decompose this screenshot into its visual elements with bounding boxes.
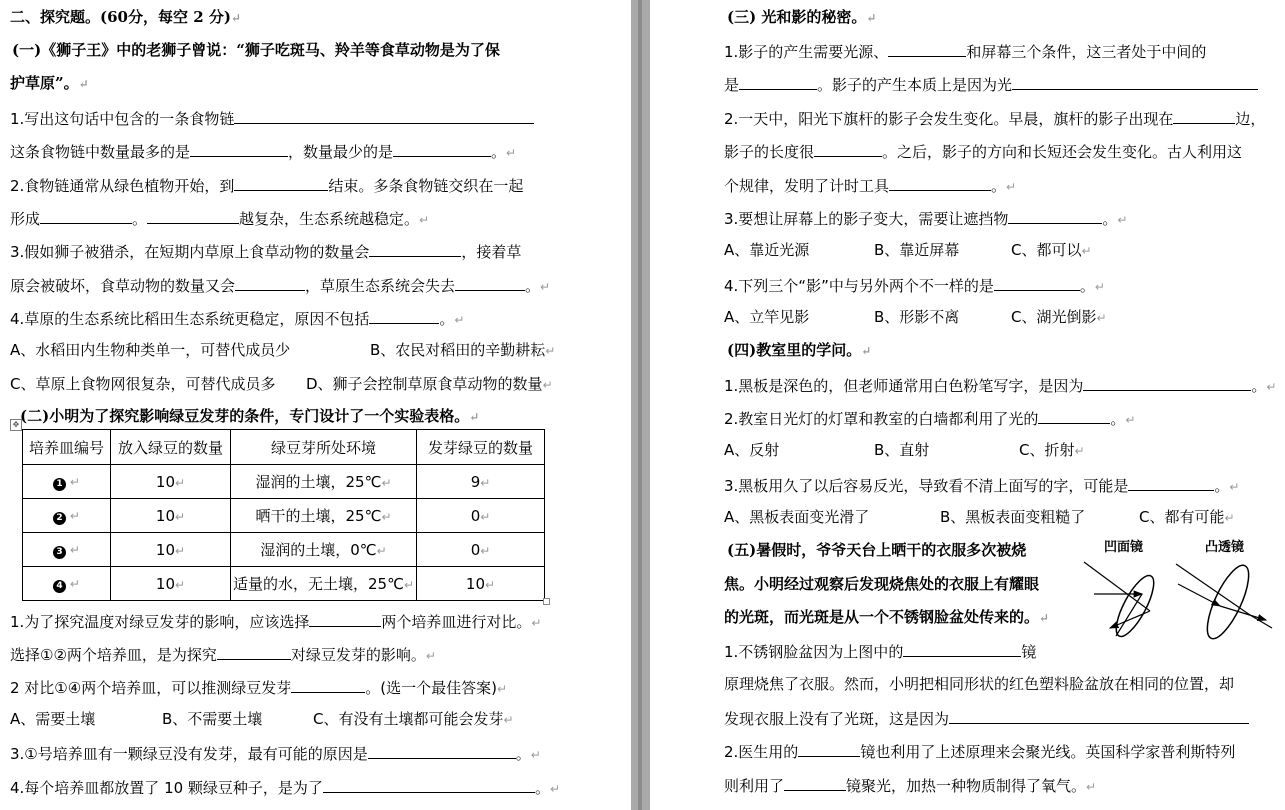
sprout-count-cell: 10↵ <box>417 567 545 601</box>
question-1a: 1.写出这句话中包含的一条食物链 <box>10 107 534 129</box>
concave-mirror-label: 凹面镜 <box>1104 540 1144 555</box>
section-5-title-line-3: 的光斑，而光斑是从一个不锈钢脸盆处传来的。↵ <box>724 608 1050 626</box>
question-4: 4.草原的生态系统比稻田生态系统更稳定，原因不包括 。↵ <box>10 307 464 330</box>
light-question-3-option-a: A、靠近光源 <box>724 241 810 259</box>
table-row <box>23 533 545 567</box>
classroom-question-2: 2.教室日光灯的灯罩和教室的白墙都利用了光的 。↵ <box>724 407 1135 430</box>
question-4-option-b: B、农民对稻田的辛勤耕耘↵ <box>370 341 556 359</box>
table-question-1a: 1.为了探究温度对绿豆发芽的影响，应该选择 两个培养皿进行对比。↵ <box>10 610 541 633</box>
focus-question-1c: 发现衣服上没有了光斑，这是因为 <box>724 707 1249 729</box>
concave-mirror-icon <box>1084 562 1161 641</box>
bean-count-cell: 10↵ <box>111 533 231 567</box>
light-question-4-option-b: B、形影不离 <box>874 308 960 326</box>
lens-figure <box>1080 536 1280 646</box>
table-move-handle-icon[interactable]: ✥ <box>10 419 22 431</box>
light-question-2a: 2.一天中，阳光下旗杆的影子会发生变化。早晨，旗杆的影子出现在 边， <box>724 107 1265 129</box>
dish-id-cell: 4 ↵ <box>23 567 111 601</box>
table-question-2-option-a: A、需要土壤 <box>10 710 96 728</box>
left-page <box>0 0 631 810</box>
light-question-2c: 个规律，发明了计时工具 。↵ <box>724 174 1016 197</box>
question-4-option-a: A、水稻田内生物种类单一，可替代成员少 <box>10 341 291 359</box>
classroom-question-1: 1.黑板是深色的，但老师通常用白色粉笔写字，是因为 。↵ <box>724 374 1276 397</box>
dish-id-cell: 2 ↵ <box>23 499 111 533</box>
table-resize-handle[interactable] <box>543 598 550 605</box>
question-2b: 形成 。 越复杂，生态系统越稳定。↵ <box>10 207 429 230</box>
question-1b: 这条食物链中数量最多的是 ，数量最少的是 。↵ <box>10 140 516 163</box>
question-4-option-d: D、狮子会控制草原食草动物的数量↵ <box>306 375 553 393</box>
classroom-question-3-option-c: C、都有可能↵ <box>1139 508 1235 526</box>
section-5-title: (五)暑假时，爷爷天台上晒干的衣服多次被烧 <box>727 541 1027 559</box>
section-5-title-line-2: 焦。小明经过观察后发现烧焦处的衣服上有耀眼 <box>724 575 1040 593</box>
focus-question-1a: 1.不锈钢脸盆因为上图中的 镜 <box>724 640 1036 662</box>
environment-cell: 适量的水，无土壤，25℃↵ <box>231 567 417 601</box>
classroom-question-3-option-a: A、黑板表面变光滑了 <box>724 508 870 526</box>
environment-cell: 湿润的土壤，0℃↵ <box>231 533 417 567</box>
table-header: 放入绿豆的数量 <box>111 430 231 465</box>
section-3-title: (三) 光和影的秘密。↵ <box>727 8 877 26</box>
classroom-question-3: 3.黑板用久了以后容易反光，导致看不清上面写的字，可能是 。↵ <box>724 474 1239 497</box>
focus-question-1b: 原理烧焦了衣服。然而，小明把相同形状的红色塑料脸盆放在相同的位置，却 <box>724 675 1235 693</box>
bean-count-cell: 10↵ <box>111 465 231 499</box>
light-question-2b: 影子的长度很 。之后，影子的方向和长短还会发生变化。古人利用这 <box>724 140 1242 162</box>
section-2-title: (二)小明为了探究影响绿豆发芽的条件，专门设计了一个实验表格。↵ <box>20 407 480 425</box>
light-question-4-option-a: A、立竿见影 <box>724 308 810 326</box>
environment-cell: 晒干的土壤，25℃↵ <box>231 499 417 533</box>
sprout-count-cell: 0↵ <box>417 533 545 567</box>
light-question-3-option-b: B、靠近屏幕 <box>874 241 960 259</box>
table-header: 发芽绿豆的数量 <box>417 430 545 465</box>
section-1-title: (一)《狮子王》中的老狮子曾说：“狮子吃斑马、羚羊等食草动物是为了保 <box>12 41 500 59</box>
light-question-3-option-c: C、都可以↵ <box>1011 241 1092 259</box>
classroom-question-2-option-b: B、直射 <box>874 441 930 459</box>
page-divider <box>631 0 650 810</box>
classroom-question-3-option-b: B、黑板表面变粗糙了 <box>940 508 1086 526</box>
right-page <box>650 0 1285 810</box>
sprout-count-cell: 0↵ <box>417 499 545 533</box>
table-header: 绿豆芽所处环境 <box>231 430 417 465</box>
focus-question-2a: 2.医生用的 镜也利用了上述原理来会聚光线。英国科学家普利斯特列 <box>724 740 1235 762</box>
bean-count-cell: 10↵ <box>111 567 231 601</box>
light-question-1b: 是 。影子的产生本质上是因为光 <box>724 73 1258 95</box>
table-question-2-option-b: B、不需要土壤 <box>162 710 263 728</box>
classroom-question-2-option-a: A、反射 <box>724 441 780 459</box>
question-3a: 3.假如狮子被猎杀，在短期内草原上食草动物的数量会 ，接着草 <box>10 240 521 262</box>
table-row <box>23 499 545 533</box>
table-question-4: 4.每个培养皿都放置了 10 颗绿豆种子，是为了 。↵ <box>10 776 560 799</box>
convex-lens-icon <box>1176 560 1272 643</box>
question-3b: 原会被破坏，食草动物的数量又会 ，草原生态系统会失去 。↵ <box>10 274 550 297</box>
table-row <box>23 465 545 499</box>
table-question-1b: 选择①②两个培养皿，是为探究 对绿豆发芽的影响。↵ <box>10 643 436 666</box>
light-question-4: 4.下列三个“影”中与另外两个不一样的是 。↵ <box>724 274 1105 297</box>
classroom-question-2-option-c: C、折射↵ <box>1019 441 1085 459</box>
environment-cell: 湿润的土壤，25℃↵ <box>231 465 417 499</box>
table-row <box>23 567 545 601</box>
section-heading: 二、探究题。(60分，每空 2 分)↵ <box>10 8 242 26</box>
dish-id-cell: 1 ↵ <box>23 465 111 499</box>
table-header-row <box>23 430 545 465</box>
light-question-4-option-c: C、湖光倒影↵ <box>1011 308 1107 326</box>
convex-lens-label: 凸透镜 <box>1205 540 1245 555</box>
question-4-option-c: C、草原上食物网很复杂，可替代成员多 <box>10 375 276 393</box>
question-2a: 2.食物链通常从绿色植物开始，到 结束。多条食物链交织在一起 <box>10 174 523 196</box>
section-4-title: (四)教室里的学问。↵ <box>727 341 872 359</box>
dish-id-cell: 3 ↵ <box>23 533 111 567</box>
sprout-count-cell: 9↵ <box>417 465 545 499</box>
bean-count-cell: 10↵ <box>111 499 231 533</box>
experiment-table <box>22 429 545 601</box>
table-question-2: 2 对比①④两个培养皿，可以推测绿豆发芽 。(选一个最佳答案)↵ <box>10 676 507 699</box>
table-question-3: 3.①号培养皿有一颗绿豆没有发芽，最有可能的原因是 。↵ <box>10 742 541 765</box>
section-1-title-cont: 护草原”。↵ <box>10 74 89 92</box>
light-question-3: 3.要想让屏幕上的影子变大，需要让遮挡物 。↵ <box>724 207 1127 230</box>
light-question-1a: 1.影子的产生需要光源、 和屏幕三个条件，这三者处于中间的 <box>724 40 1206 62</box>
table-header: 培养皿编号 <box>23 430 111 465</box>
focus-question-2b: 则利用了 镜聚光，加热一种物质制得了氧气。↵ <box>724 774 1096 797</box>
table-question-2-option-c: C、有没有土壤都可能会发芽↵ <box>313 710 514 728</box>
